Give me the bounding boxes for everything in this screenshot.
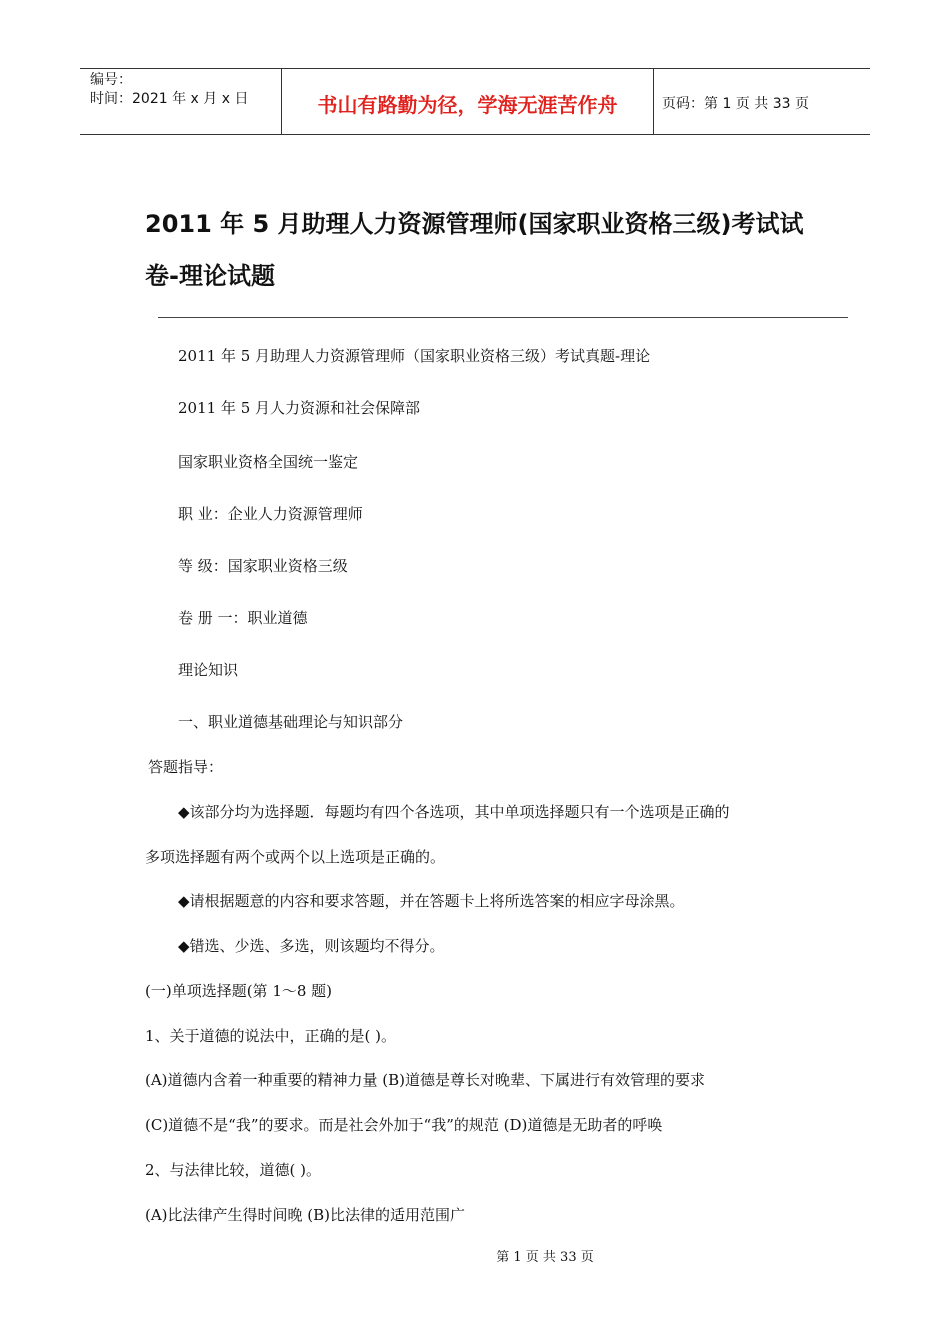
header-table bbox=[80, 68, 870, 135]
question-group-heading: (一)单项选择题(第 1～8 题) bbox=[145, 982, 333, 1000]
document-time-label: 时间：2021 年 x 月 x 日 bbox=[90, 91, 249, 107]
instruction-item-continued: 多项选择题有两个或两个以上选项是正确的。 bbox=[145, 848, 446, 866]
body-line: 理论知识 bbox=[178, 661, 239, 679]
question-options: (C)道德不是“我”的要求。而是社会外加于“我”的规范 (D)道德是无助者的呼唤 bbox=[145, 1116, 663, 1134]
instruction-heading: 答题指导： bbox=[148, 758, 224, 776]
body-line: 卷 册 一：职业道德 bbox=[178, 609, 308, 627]
instruction-item: ◆请根据题意的内容和要求答题，并在答题卡上将所选答案的相应字母涂黑。 bbox=[178, 892, 685, 910]
question-options: (A)道德内含着一种重要的精神力量 (B)道德是尊长对晚辈、下属进行有效管理的要求 bbox=[145, 1071, 706, 1089]
document-title: 2011 年 5 月助理人力资源管理师(国家职业资格三级)考试试卷-理论试题 bbox=[145, 210, 804, 290]
body-line: 职 业：企业人力资源管理师 bbox=[178, 505, 363, 523]
body-line: 国家职业资格全国统一鉴定 bbox=[178, 453, 359, 471]
page-footer bbox=[0, 1246, 950, 1265]
document-number-label: 编号： bbox=[90, 72, 132, 88]
body-line: 等 级：国家职业资格三级 bbox=[178, 557, 348, 575]
instruction-item: ◆该部分均为选择题．每题均有四个各选项，其中单项选择题只有一个选项是正确的 bbox=[178, 803, 730, 821]
title-divider bbox=[158, 317, 848, 318]
question-options: (A)比法律产生得时间晚 (B)比法律的适用范围广 bbox=[145, 1206, 466, 1224]
header-page-info: 页码：第 1 页 共 33 页 bbox=[662, 95, 809, 112]
body-line: 2011 年 5 月助理人力资源管理师（国家职业资格三级）考试真题-理论 bbox=[178, 347, 651, 365]
footer-page-number: 第 1 页 共 33 页 bbox=[496, 1250, 594, 1265]
instruction-item: ◆错选、少选、多选，则该题均不得分。 bbox=[178, 937, 445, 955]
question-stem: 1、关于道德的说法中，正确的是( )。 bbox=[145, 1027, 397, 1045]
section-heading: 一、职业道德基础理论与知识部分 bbox=[178, 713, 404, 731]
question-stem: 2、与法律比较，道德( )。 bbox=[145, 1161, 322, 1179]
body-line: 2011 年 5 月人力资源和社会保障部 bbox=[178, 399, 421, 417]
header-motto: 书山有路勤为径，学海无涯苦作舟 bbox=[282, 69, 654, 134]
header-meta-cell bbox=[80, 69, 282, 134]
